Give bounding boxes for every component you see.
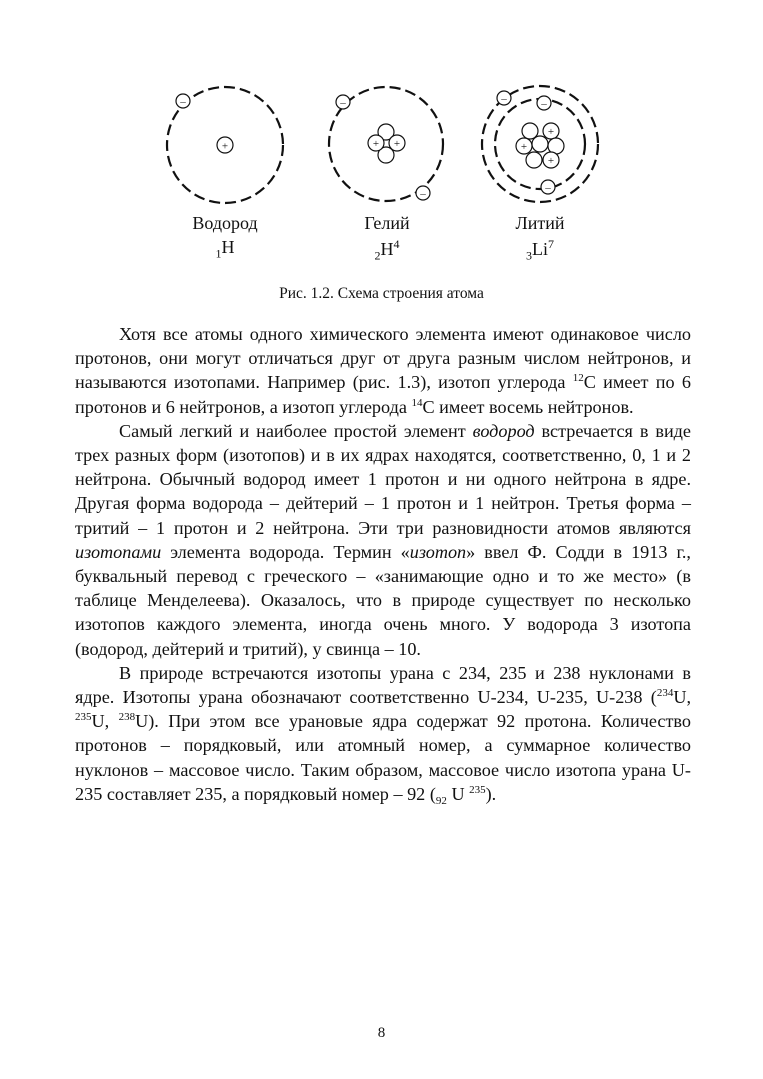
proton-sign: + — [520, 141, 528, 153]
proton-sign: + — [547, 155, 555, 167]
helium-atom-diagram — [329, 87, 443, 201]
lithium-label: Литий — [515, 213, 565, 233]
proton-sign: + — [372, 138, 380, 150]
electron-sign: – — [420, 188, 426, 200]
figure-caption: Рис. 1.2. Схема строения атома — [279, 285, 484, 302]
electron-sign: – — [541, 98, 547, 110]
paragraph-isotopes-definition: Хотя все атомы одного химического элемента имеют одинаковое число протонов, они могут отличаться друг от друга разным числом нейтронов, и называются изотопами. Например (рис. 1.3), изотоп углерода $^{12}$C имеет по 6 протонов и 6 нейтронов, а изотоп углерода $^{14}$C имеет восемь нейтронов. — [75, 324, 691, 417]
atom-diagrams — [140, 80, 620, 220]
hydrogen-atom-diagram — [167, 87, 283, 203]
proton-sign: + — [547, 126, 555, 138]
electron-sign: – — [545, 182, 551, 194]
lithium-symbol: $_3Li^7$ — [526, 237, 554, 263]
hydrogen-symbol: $_1$H — [215, 237, 235, 261]
electron-sign: – — [501, 93, 507, 105]
helium-symbol: $_2H^4$ — [374, 237, 400, 263]
proton-sign: + — [221, 140, 229, 153]
page-number: 8 — [377, 1025, 386, 1041]
paragraph-uranium-isotopes: В природе встречаются изотопы урана с 234, 235 и 238 нуклонами в ядре. Изотопы урана обозначают соответственно U-234, U-235, U-238 ($^{234}$U, $^{235}$U, $^{238}$U). При этом все урановые ядра содержат 92 протона. Количество протонов – порядковый, или атомный номер, а суммарное количество нуклонов – массовое число. Таким образом, массовое число изотопа урана U-235 составляет 235, а порядковый номер – 92 ($_{92}$ U $^{235}$). — [75, 662, 691, 807]
body-text — [75, 322, 691, 806]
hydrogen-label: Водород — [192, 213, 258, 233]
helium-label: Гелий — [364, 213, 410, 233]
proton-sign: + — [393, 138, 401, 150]
atom-structure-figure — [140, 80, 620, 275]
electron-sign: – — [180, 96, 186, 108]
lithium-atom-diagram — [482, 86, 598, 202]
paragraph-hydrogen-isotopes: Самый легкий и наиболее простой элемент водород встречается в виде трех разных форм (изотопов) и в их ядрах находятся, соответственно, 0, 1 и 2 нейтрона. Обычный водород имеет 1 протон и ни одного нейтрона в ядре. Другая форма водорода – дейтерий – 1 протон и 1 нейтрон. Третья форма – тритий – 1 протон и 2 нейтрона. Эти три разновидности атомов являются изотопами элемента водорода. Термин «изотоп» ввел Ф. Содди в 1913 г., буквальный перевод с греческого – «занимающие одно и то же место» (в таблице Менделеева). Оказалось, что в природе существует по несколько изотопов каждого элемента, иногда очень много. У водорода 3 изотопа (водород, дейтерий и тритий), у свинца – 10. — [75, 420, 692, 659]
electron-sign: – — [340, 97, 346, 109]
